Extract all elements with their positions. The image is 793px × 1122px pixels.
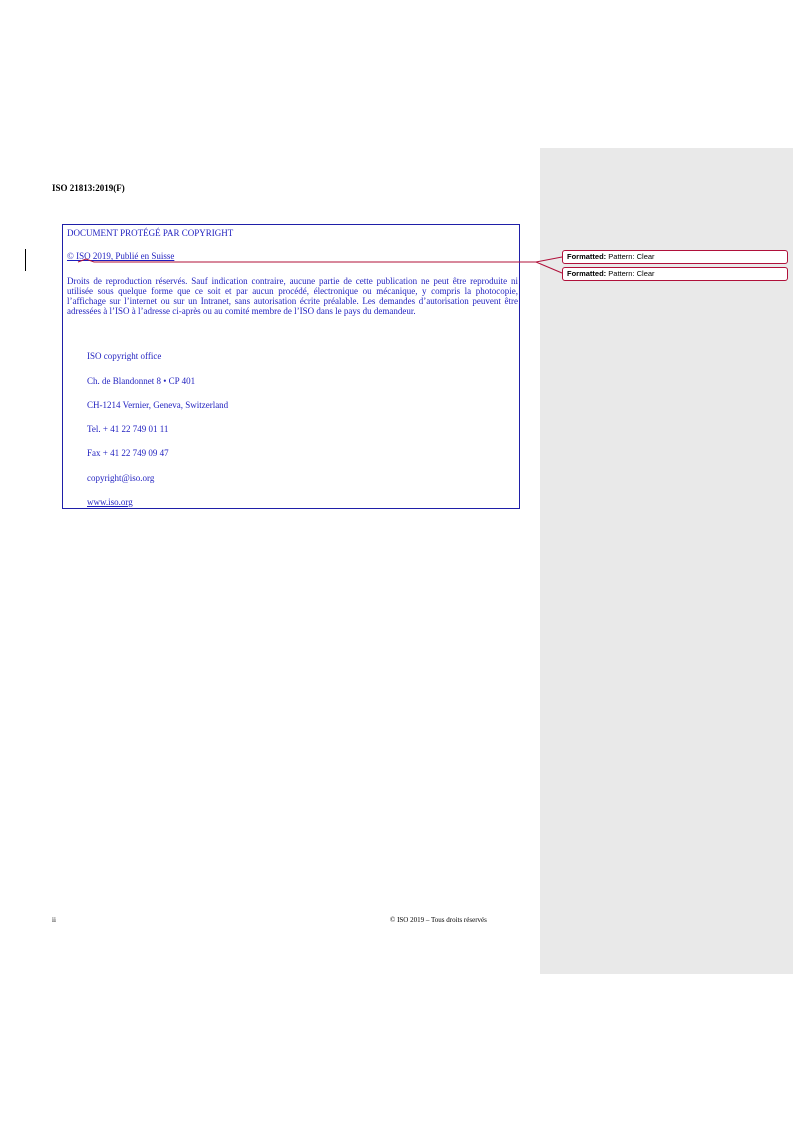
comment-label: Formatted: [567, 269, 607, 278]
page-number: ii [52, 916, 56, 924]
address-office: ISO copyright office [87, 351, 162, 361]
footer-copyright: © ISO 2019 – Tous droits réservés [390, 916, 487, 924]
address-fax: Fax + 41 22 749 09 47 [87, 448, 169, 458]
comment-text: Pattern: Clear [608, 252, 655, 261]
address-city: CH-1214 Vernier, Geneva, Switzerland [87, 400, 229, 410]
copyright-title: DOCUMENT PROTÉGÉ PAR COPYRIGHT [67, 228, 234, 238]
address-website-link[interactable]: www.iso.org [87, 497, 133, 507]
comment-balloon[interactable] [562, 250, 788, 264]
address-street: Ch. de Blandonnet 8 • CP 401 [87, 376, 196, 386]
comment-balloon[interactable] [562, 267, 788, 281]
publication-line[interactable]: © ISO 2019, Publié en Suisse [67, 251, 175, 261]
copyright-box [62, 224, 520, 509]
address-email[interactable]: copyright@iso.org [87, 473, 155, 483]
change-bar [25, 249, 26, 271]
document-id: ISO 21813:2019(F) [52, 183, 125, 193]
address-tel: Tel. + 41 22 749 01 11 [87, 424, 169, 434]
rights-paragraph: Droits de reproduction réservés. Sauf indication contraire, aucune partie de cette publication ne peut être reproduite ni utilisée sous quelque forme que ce soit et par aucun procédé, électronique ou mécanique, y compris la photocopie, l’affichage sur l’internet ou sur un Intranet, sans autorisation écrite préalable. Les demandes d’autorisation peuvent être adressées à l’ISO à l’adresse ci-après ou au comité membre de l’ISO dans le pays du demandeur. [67, 276, 518, 316]
comment-text: Pattern: Clear [608, 269, 655, 278]
comment-label: Formatted: [567, 252, 607, 261]
